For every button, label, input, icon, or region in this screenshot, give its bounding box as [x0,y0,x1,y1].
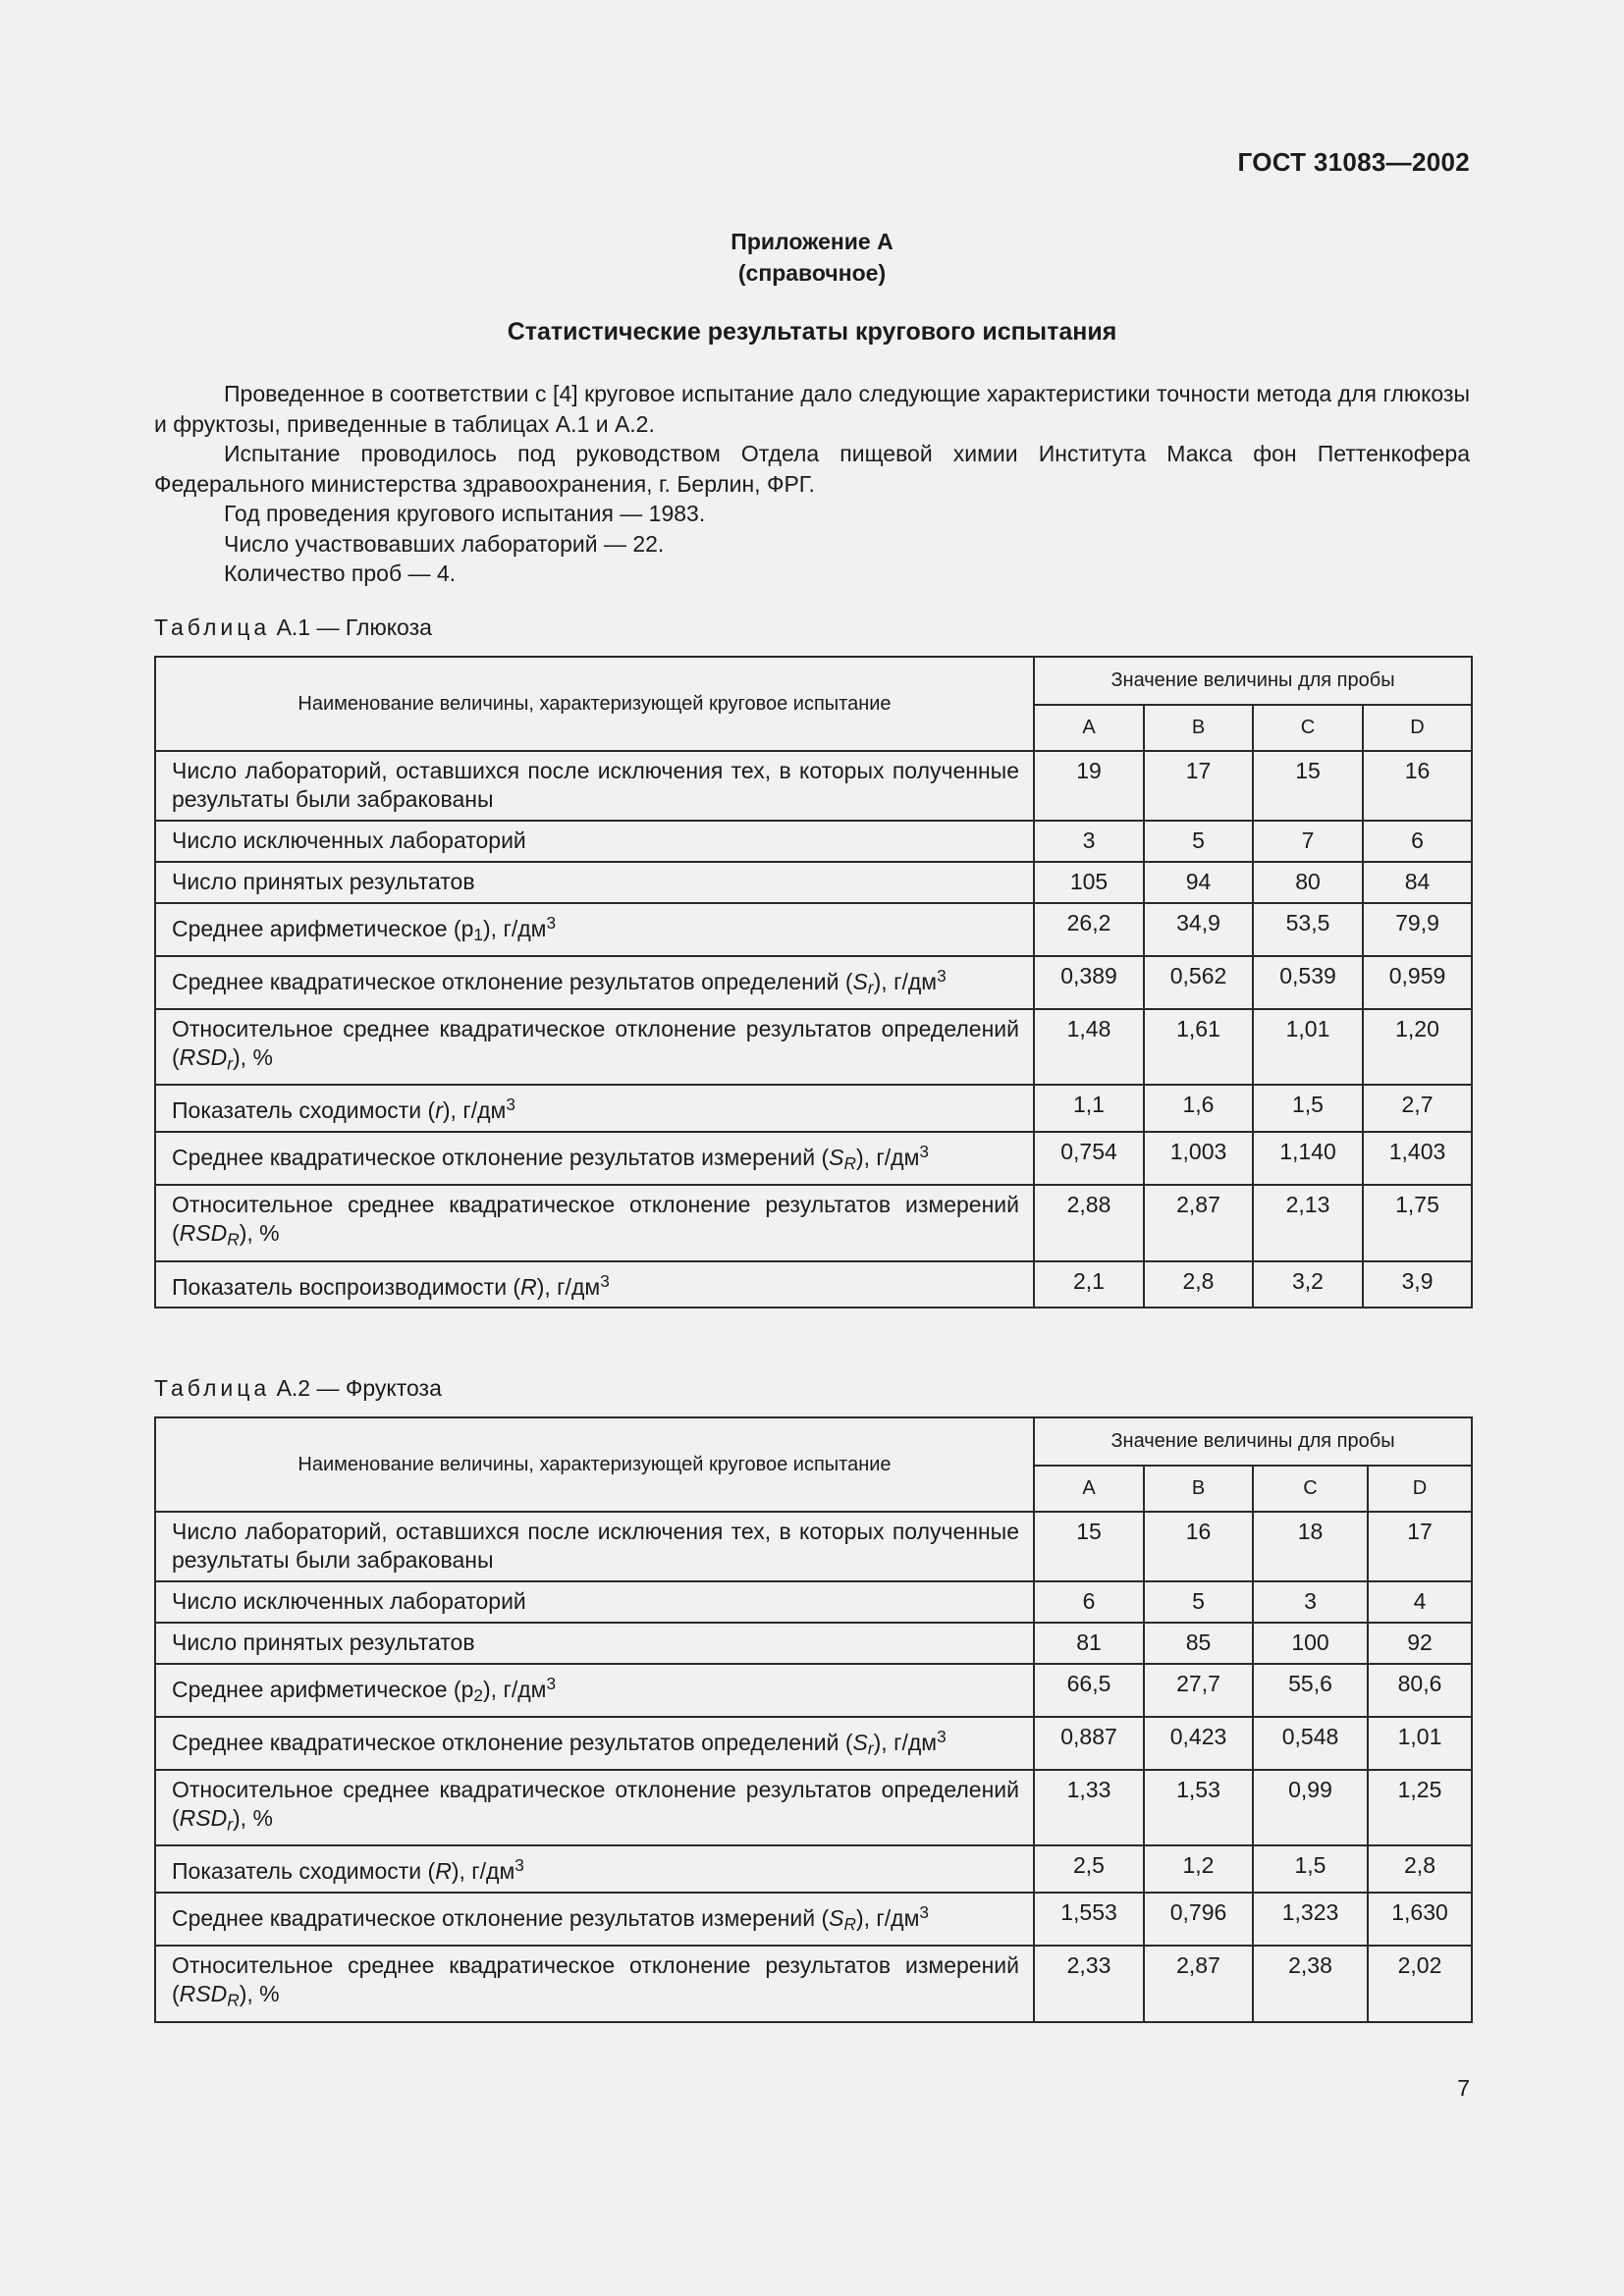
row-label-text: Среднее квадратическое отклонение результатов определений ( [172,1729,853,1755]
value-cell: 0,548 [1253,1717,1368,1770]
row-subscript: r [867,1738,874,1759]
caption-word: Таблица [154,614,271,640]
value-cell: 3 [1253,1581,1368,1623]
value-cell: 2,87 [1144,1185,1253,1260]
row-subscript: R [843,1153,856,1174]
unit-text: г/дм [876,1904,920,1931]
table-row [155,1132,1472,1185]
value-cell: 84 [1363,862,1472,903]
row-label-text: Среднее квадратическое отклонение результатов определений ( [172,968,853,994]
value-cell: 55,6 [1253,1664,1368,1717]
unit-power: 3 [937,1727,947,1747]
table-row [155,1770,1472,1845]
value-cell: 2,38 [1253,1946,1368,2021]
table-row [155,1845,1472,1893]
row-label-text: Среднее арифметическое (р [172,1676,474,1702]
value-cell: 1,403 [1363,1132,1472,1185]
table-row [155,751,1472,821]
table-a1-caption [154,614,432,641]
value-cell: 5 [1144,1581,1253,1623]
row-label-text: Число принятых результатов [172,869,475,894]
row-label-tail: ), [873,1729,894,1755]
table-a2-caption [154,1375,442,1402]
row-label-text: Число лабораторий, оставшихся после исключения тех, в которых полученные результаты были забракованы [172,1519,1019,1573]
value-cell: 1,2 [1144,1845,1253,1893]
column-header-values: Значение величины для пробы [1034,1417,1472,1466]
value-cell: 0,796 [1144,1893,1253,1946]
row-symbol: RSD [179,1981,228,2007]
caption-word: Таблица [154,1375,271,1401]
column-header-sample: С [1253,1466,1368,1512]
row-label-tail: ), [482,1676,504,1702]
value-cell: 105 [1034,862,1144,903]
value-cell: 53,5 [1253,903,1363,956]
value-cell: 1,20 [1363,1009,1472,1085]
column-header-sample: А [1034,1466,1144,1512]
row-label-text: Относительное среднее квадратическое отклонение результатов определений ( [172,1777,1019,1832]
row-label-tail: ), [239,1220,260,1247]
value-cell: 0,423 [1144,1717,1253,1770]
row-label [155,903,1034,956]
value-cell: 15 [1034,1512,1144,1581]
value-cell: 2,33 [1034,1946,1144,2021]
row-label [155,1893,1034,1946]
row-label [155,956,1034,1009]
value-cell: 4 [1368,1581,1472,1623]
row-subscript: r [227,1814,233,1835]
caption-text: А.2 — Фруктоза [276,1375,442,1401]
value-cell: 6 [1363,821,1472,862]
unit-text: г/дм [893,1729,938,1755]
annex-subtitle: (справочное) [737,260,887,286]
column-header-sample: В [1144,1466,1253,1512]
value-cell: 3 [1034,821,1144,862]
row-label [155,1623,1034,1664]
row-label [155,1512,1034,1581]
value-cell: 2,87 [1144,1946,1253,2021]
value-cell: 1,323 [1253,1893,1368,1946]
table-row [155,1664,1472,1717]
unit-percent: % [252,1044,273,1071]
table-row [155,1623,1472,1664]
row-label-text: Среднее арифметическое (р [172,915,474,941]
value-cell: 80,6 [1368,1664,1472,1717]
table-row [155,1261,1472,1308]
unit-text: г/дм [893,968,938,994]
value-cell: 17 [1368,1512,1472,1581]
table-row [155,1512,1472,1581]
section-title: Статистические результаты кругового испытания [507,318,1117,346]
value-cell: 0,562 [1144,956,1253,1009]
value-cell: 1,630 [1368,1893,1472,1946]
unit-text: г/дм [503,915,547,941]
row-label-text: Показатель воспроизводимости ( [172,1273,521,1300]
table-row [155,1581,1472,1623]
value-cell: 2,7 [1363,1085,1472,1132]
row-label-tail: ), [232,1805,253,1832]
row-symbol: S [829,1904,844,1931]
unit-text: г/дм [503,1676,547,1702]
value-cell: 1,75 [1363,1185,1472,1260]
row-label-tail: ), [442,1097,463,1124]
unit-power: 3 [546,1674,557,1693]
value-cell: 2,8 [1144,1261,1253,1308]
row-label [155,1770,1034,1845]
annex-title: Приложение А [731,229,893,254]
value-cell: 2,5 [1034,1845,1144,1893]
column-header-sample: С [1253,705,1363,751]
table-row [155,1946,1472,2021]
value-cell: 1,01 [1368,1717,1472,1770]
unit-power: 3 [546,913,557,933]
value-cell: 3,2 [1253,1261,1363,1308]
annex-heading [0,226,1624,289]
value-cell: 0,887 [1034,1717,1144,1770]
row-label [155,1664,1034,1717]
value-cell: 5 [1144,821,1253,862]
value-cell: 0,99 [1253,1770,1368,1845]
row-label [155,1009,1034,1085]
row-label [155,1946,1034,2021]
row-label-tail: ), [482,915,504,941]
value-cell: 94 [1144,862,1253,903]
row-label [155,1185,1034,1260]
unit-percent: % [259,1981,280,2007]
intro-paragraph: Испытание проводилось под руководством Отдела пищевой химии Института Макса фон Петтенкофера Федерального министерства здравоохранения, г. Берлин, ФРГ. [154,441,1470,497]
table-row [155,903,1472,956]
row-label-text: Среднее квадратическое отклонение результатов измерений ( [172,1904,830,1931]
row-subscript: r [227,1053,233,1074]
row-label [155,1261,1034,1308]
row-label [155,1845,1034,1893]
value-cell: 19 [1034,751,1144,821]
value-cell: 79,9 [1363,903,1472,956]
value-cell: 17 [1144,751,1253,821]
value-cell: 15 [1253,751,1363,821]
intro-paragraph: Число участвовавших лабораторий — 22. [224,530,665,557]
table-a1-glucose [154,656,1473,1308]
value-cell: 3,9 [1363,1261,1472,1308]
value-cell: 26,2 [1034,903,1144,956]
row-subscript: R [227,1990,240,2010]
row-label-tail: ), [536,1273,558,1300]
value-cell: 2,13 [1253,1185,1363,1260]
value-cell: 80 [1253,862,1363,903]
row-label [155,1581,1034,1623]
value-cell: 1,25 [1368,1770,1472,1845]
row-label-text: Относительное среднее квадратическое отклонение результатов измерений ( [172,1192,1019,1247]
unit-text: г/дм [876,1144,920,1170]
value-cell: 1,5 [1253,1085,1363,1132]
value-cell: 0,539 [1253,956,1363,1009]
row-label-tail: ), [855,1144,877,1170]
unit-power: 3 [506,1095,515,1115]
value-cell: 2,8 [1368,1845,1472,1893]
value-cell: 16 [1144,1512,1253,1581]
row-label-text: Относительное среднее квадратическое отклонение результатов определений ( [172,1016,1019,1071]
row-subscript: 2 [473,1685,483,1706]
row-symbol: S [829,1144,844,1170]
column-header-name: Наименование величины, характеризующей круговое испытание [155,1417,1034,1512]
row-subscript: R [843,1914,856,1935]
unit-percent: % [259,1220,280,1247]
row-symbol: RSD [179,1805,228,1832]
row-label-tail: ), [451,1858,472,1885]
value-cell: 1,140 [1253,1132,1363,1185]
intro-text [154,379,1470,589]
row-symbol: R [520,1273,537,1300]
row-label-text: Число исключенных лабораторий [172,828,526,853]
column-header-sample: D [1368,1466,1472,1512]
row-label [155,821,1034,862]
unit-power: 3 [600,1270,610,1291]
value-cell: 100 [1253,1623,1368,1664]
table-row [155,1085,1472,1132]
row-label [155,1717,1034,1770]
unit-text: г/дм [462,1097,507,1124]
unit-text: г/дм [471,1858,515,1885]
row-symbol: RSD [179,1220,228,1247]
unit-text: г/дм [557,1273,601,1300]
row-label-text: Среднее квадратическое отклонение результатов измерений ( [172,1144,830,1170]
value-cell: 0,754 [1034,1132,1144,1185]
value-cell: 6 [1034,1581,1144,1623]
intro-paragraph: Проведенное в соответствии с [4] круговое испытание дало следующие характеристики точности метода для глюкозы и фруктозы, приведенные в таблицах А.1 и А.2. [154,381,1470,437]
value-cell: 92 [1368,1623,1472,1664]
row-subscript: 1 [473,925,483,945]
row-symbol: S [852,968,868,994]
value-cell: 1,6 [1144,1085,1253,1132]
value-cell: 34,9 [1144,903,1253,956]
value-cell: 2,88 [1034,1185,1144,1260]
unit-power: 3 [514,1855,524,1876]
row-label-text: Число лабораторий, оставшихся после исключения тех, в которых полученные результаты были забракованы [172,758,1019,812]
caption-text: А.1 — Глюкоза [276,614,432,640]
row-label-text: Относительное среднее квадратическое отклонение результатов измерений ( [172,1952,1019,2007]
value-cell: 16 [1363,751,1472,821]
column-header-values: Значение величины для пробы [1034,657,1472,705]
value-cell: 7 [1253,821,1363,862]
value-cell: 1,01 [1253,1009,1363,1085]
row-label-text: Число принятых результатов [172,1629,475,1655]
page-number: 7 [1457,2075,1470,2101]
value-cell: 1,53 [1144,1770,1253,1845]
row-symbol: RSD [179,1044,228,1071]
value-cell: 85 [1144,1623,1253,1664]
column-header-sample: А [1034,705,1144,751]
value-cell: 0,389 [1034,956,1144,1009]
table-row [155,1893,1472,1946]
value-cell: 1,61 [1144,1009,1253,1085]
column-header-sample: В [1144,705,1253,751]
row-subscript: R [227,1229,240,1250]
column-header-name: Наименование величины, характеризующей круговое испытание [155,657,1034,751]
value-cell: 1,1 [1034,1085,1144,1132]
value-cell: 1,33 [1034,1770,1144,1845]
row-label-tail: ), [232,1044,253,1071]
row-label [155,1132,1034,1185]
row-label-tail: ), [855,1904,877,1931]
row-label-text: Показатель сходимости ( [172,1097,436,1124]
value-cell: 1,48 [1034,1009,1144,1085]
row-symbol: r [435,1097,443,1124]
table-row [155,821,1472,862]
row-label-tail: ), [239,1981,260,2007]
document-code: ГОСТ 31083—2002 [1237,147,1470,177]
value-cell: 0,959 [1363,956,1472,1009]
intro-paragraph: Год проведения кругового испытания — 1983. [224,501,706,526]
intro-paragraph: Количество проб — 4. [224,561,457,586]
row-subscript: r [867,978,874,998]
value-cell: 2,02 [1368,1946,1472,2021]
unit-percent: % [252,1805,273,1832]
unit-power: 3 [919,1142,929,1162]
value-cell: 81 [1034,1623,1144,1664]
table-row [155,1009,1472,1085]
table-a2-fructose [154,1416,1473,2023]
column-header-sample: D [1363,705,1472,751]
value-cell: 1,003 [1144,1132,1253,1185]
row-label-text: Показатель сходимости ( [172,1858,436,1885]
value-cell: 18 [1253,1512,1368,1581]
unit-power: 3 [919,1902,929,1923]
value-cell: 1,5 [1253,1845,1368,1893]
value-cell: 66,5 [1034,1664,1144,1717]
row-symbol: S [852,1729,868,1755]
table-row [155,1717,1472,1770]
unit-power: 3 [937,966,947,987]
row-symbol: R [435,1858,452,1885]
value-cell: 2,1 [1034,1261,1144,1308]
table-row [155,1185,1472,1260]
value-cell: 1,553 [1034,1893,1144,1946]
row-label-tail: ), [873,968,894,994]
table-row [155,862,1472,903]
row-label [155,1085,1034,1132]
row-label [155,862,1034,903]
value-cell: 27,7 [1144,1664,1253,1717]
row-label-text: Число исключенных лабораторий [172,1588,526,1614]
row-label [155,751,1034,821]
table-row [155,956,1472,1009]
